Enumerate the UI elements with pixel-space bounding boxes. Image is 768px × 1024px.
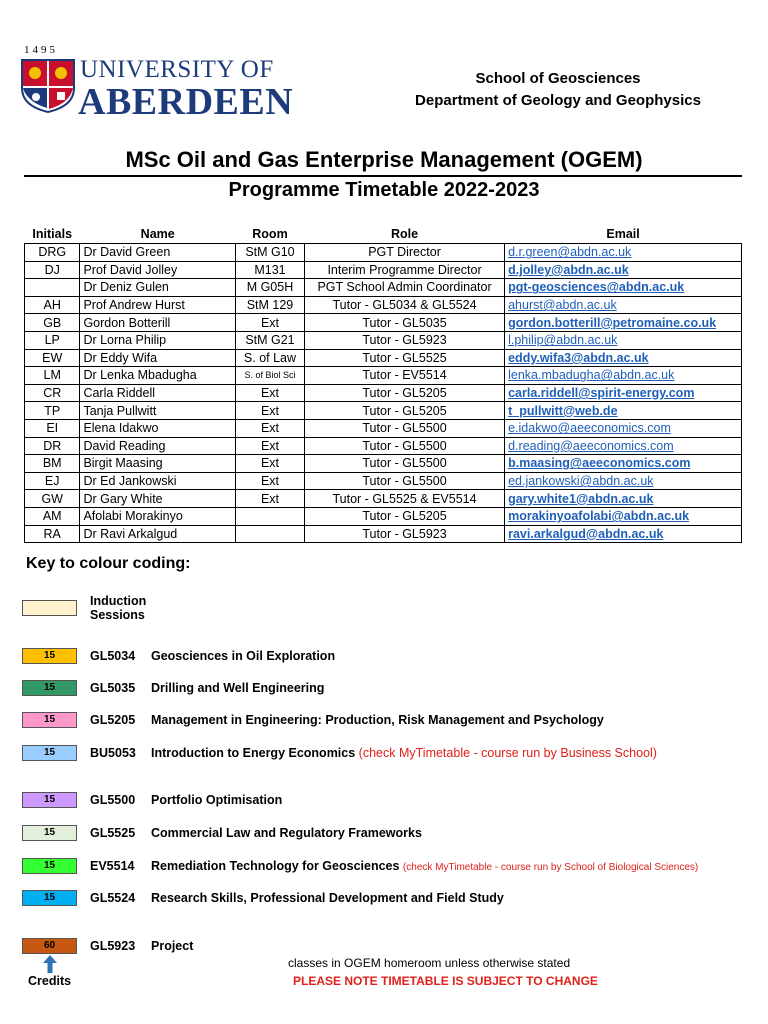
university-logo	[20, 44, 294, 123]
cell-room: Ext	[235, 455, 304, 473]
cell-name: Gordon Botterill	[80, 314, 236, 332]
course-code: BU5053	[90, 746, 136, 760]
credits-swatch: 15	[22, 890, 77, 906]
course-name: Portfolio Optimisation	[151, 793, 283, 807]
email-link[interactable]: lenka.mbadugha@abdn.ac.uk	[508, 368, 675, 383]
course-name: Introduction to Energy Economics	[151, 746, 356, 760]
cell-initials	[25, 279, 80, 297]
cell-role: Tutor - GL5034 & GL5524	[304, 296, 504, 314]
email-link[interactable]: ravi.arkalgud@abdn.ac.uk	[508, 526, 664, 541]
email-link[interactable]: eddy.wifa3@abdn.ac.uk	[508, 350, 649, 365]
email-link[interactable]: e.idakwo@aeeconomics.com	[508, 421, 671, 436]
email-link[interactable]: gordon.botterill@petromaine.co.uk	[508, 315, 717, 330]
cell-name: Dr Ed Jankowski	[80, 472, 236, 490]
cell-initials: GW	[25, 490, 80, 508]
cell-room: Ext	[235, 419, 304, 437]
column-header-role: Role	[391, 227, 419, 241]
credits-swatch: 60	[22, 938, 77, 954]
cell-role: Tutor - GL5500	[304, 437, 504, 455]
logo-line2: ABERDEEN	[78, 81, 294, 123]
page-title: MSc Oil and Gas Enterprise Management (OGEM)	[125, 147, 643, 172]
email-link[interactable]: ed.jankowski@abdn.ac.uk	[508, 474, 654, 489]
cell-name: Dr Deniz Gulen	[80, 279, 236, 297]
cell-room: S. of Law	[235, 349, 304, 367]
course-code: GL5035	[90, 681, 136, 695]
page-subtitle: Programme Timetable 2022-2023	[228, 179, 540, 201]
induction-swatch	[22, 600, 77, 616]
key-title: Key to colour coding:	[26, 555, 191, 572]
cell-room: M G05H	[235, 279, 304, 297]
table-row	[25, 437, 742, 455]
email-link[interactable]: d.jolley@abdn.ac.uk	[508, 262, 629, 277]
email-link[interactable]: pgt-geosciences@abdn.ac.uk	[508, 280, 685, 295]
cell-room: S. of Biol Sci	[235, 367, 304, 385]
credits-swatch: 15	[22, 745, 77, 761]
logo-line1: UNIVERSITY OF	[80, 56, 274, 83]
table-row	[25, 367, 742, 385]
table-header-row	[25, 225, 742, 244]
cell-room: Ext	[235, 402, 304, 420]
table-row	[25, 472, 742, 490]
change-warning: PLEASE NOTE TIMETABLE IS SUBJECT TO CHANGE	[293, 974, 598, 988]
table-row	[25, 296, 742, 314]
cell-name: Dr Ravi Arkalgud	[80, 525, 236, 543]
cell-room: Ext	[235, 314, 304, 332]
cell-name: Prof Andrew Hurst	[80, 296, 236, 314]
cell-name: Dr Eddy Wifa	[80, 349, 236, 367]
column-header-room: Room	[252, 227, 288, 241]
course-name: Geosciences in Oil Exploration	[151, 649, 336, 663]
key-row-course	[22, 711, 604, 729]
cell-name: Dr David Green	[80, 244, 236, 262]
staff-table	[24, 225, 742, 543]
cell-role: Interim Programme Director	[304, 261, 504, 279]
cell-room	[235, 525, 304, 543]
course-note: (check MyTimetable - course run by School of Biological Sciences)	[402, 862, 699, 873]
school-heading	[388, 68, 728, 112]
cell-initials: CR	[25, 384, 80, 402]
course-name: Drilling and Well Engineering	[151, 681, 325, 695]
course-code: GL5034	[90, 649, 136, 663]
table-row	[25, 314, 742, 332]
key-row-course	[22, 937, 194, 955]
credits-swatch: 15	[22, 680, 77, 696]
credits-swatch: 15	[22, 858, 77, 874]
email-link[interactable]: gary.white1@abdn.ac.uk	[508, 491, 654, 506]
cell-name: Tanja Pullwitt	[80, 402, 236, 420]
email-link[interactable]: t_pullwitt@web.de	[508, 403, 618, 418]
cell-initials: DR	[25, 437, 80, 455]
table-row	[25, 279, 742, 297]
key-row-course	[22, 857, 699, 875]
cell-room: Ext	[235, 490, 304, 508]
key-row-course	[22, 744, 657, 762]
cell-role: Tutor - GL5500	[304, 472, 504, 490]
cell-initials: AH	[25, 296, 80, 314]
crest-icon	[20, 58, 76, 114]
table-row	[25, 261, 742, 279]
cell-name: Prof David Jolley	[80, 261, 236, 279]
credits-swatch: 15	[22, 792, 77, 808]
course-name: Remediation Technology for Geosciences	[151, 859, 400, 873]
email-link[interactable]: carla.riddell@spirit-energy.com	[508, 386, 695, 401]
email-link[interactable]: b.maasing@aeeconomics.com	[508, 456, 691, 471]
course-description	[151, 746, 657, 760]
email-link[interactable]: morakinyoafolabi@abdn.ac.uk	[508, 509, 690, 524]
course-name: Project	[151, 939, 194, 953]
key-row-course	[22, 679, 325, 697]
cell-role: Tutor - GL5500	[304, 419, 504, 437]
email-link[interactable]: d.r.green@abdn.ac.uk	[508, 245, 632, 260]
cell-initials: EJ	[25, 472, 80, 490]
cell-role: Tutor - GL5205	[304, 384, 504, 402]
department-name: Department of Geology and Geophysics	[415, 92, 701, 109]
cell-initials: RA	[25, 525, 80, 543]
cell-initials: GB	[25, 314, 80, 332]
table-row	[25, 402, 742, 420]
course-name: Management in Engineering: Production, Risk Management and Psychology	[151, 713, 604, 727]
cell-initials: LM	[25, 367, 80, 385]
cell-initials: TP	[25, 402, 80, 420]
cell-initials: DRG	[25, 244, 80, 262]
course-code: GL5205	[90, 713, 136, 727]
cell-initials: AM	[25, 507, 80, 525]
cell-initials: LP	[25, 331, 80, 349]
table-row	[25, 349, 742, 367]
logo-year: 1495	[24, 44, 58, 56]
credits-swatch: 15	[22, 712, 77, 728]
course-code: GL5923	[90, 939, 136, 953]
cell-room: StM G10	[235, 244, 304, 262]
email-link[interactable]: l.philip@abdn.ac.uk	[508, 333, 618, 348]
school-name: School of Geosciences	[475, 70, 641, 87]
email-link[interactable]: d.reading@aeeconomics.com	[508, 438, 674, 453]
key-row-course	[22, 791, 283, 809]
cell-room	[235, 507, 304, 525]
cell-role: PGT Director	[304, 244, 504, 262]
key-row-course	[22, 889, 504, 907]
course-code: GL5500	[90, 793, 136, 807]
cell-role: Tutor - GL5525	[304, 349, 504, 367]
cell-role: Tutor - GL5923	[304, 525, 504, 543]
cell-name: Dr Gary White	[80, 490, 236, 508]
cell-role: Tutor - GL5525 & EV5514	[304, 490, 504, 508]
cell-role: Tutor - GL5500	[304, 455, 504, 473]
cell-role: Tutor - GL5923	[304, 331, 504, 349]
cell-role: PGT School Admin Coordinator	[304, 279, 504, 297]
cell-role: Tutor - GL5205	[304, 402, 504, 420]
cell-initials: BM	[25, 455, 80, 473]
table-row	[25, 525, 742, 543]
cell-room: M131	[235, 261, 304, 279]
cell-name: Birgit Maasing	[80, 455, 236, 473]
key-row-induction	[22, 594, 147, 622]
table-row	[25, 419, 742, 437]
cell-initials: DJ	[25, 261, 80, 279]
column-header-name: Name	[140, 227, 175, 241]
cell-role: Tutor - GL5205	[304, 507, 504, 525]
cell-name: Afolabi Morakinyo	[80, 507, 236, 525]
cell-role: Tutor - EV5514	[304, 367, 504, 385]
cell-initials: EW	[25, 349, 80, 367]
key-row-course	[22, 824, 422, 842]
cell-initials: EI	[25, 419, 80, 437]
table-row	[25, 244, 742, 262]
cell-room: Ext	[235, 384, 304, 402]
cell-room: StM G21	[235, 331, 304, 349]
course-code: GL5525	[90, 826, 136, 840]
cell-name: Carla Riddell	[80, 384, 236, 402]
title-divider	[24, 175, 742, 177]
cell-name: Dr Lenka Mbadugha	[80, 367, 236, 385]
column-header-email: Email	[606, 227, 640, 241]
course-description	[151, 859, 698, 873]
table-row	[25, 331, 742, 349]
key-row-course	[22, 647, 336, 665]
key-label: Induction Sessions	[90, 594, 147, 622]
course-name: Commercial Law and Regulatory Frameworks	[151, 826, 422, 840]
course-code: GL5524	[90, 891, 136, 905]
cell-name: Dr Lorna Philip	[80, 331, 236, 349]
credits-swatch: 15	[22, 648, 77, 664]
course-name: Research Skills, Professional Development and Field Study	[151, 891, 504, 905]
table-row	[25, 384, 742, 402]
credits-swatch: 15	[22, 825, 77, 841]
email-link[interactable]: ahurst@abdn.ac.uk	[508, 298, 617, 313]
table-row	[25, 490, 742, 508]
homeroom-note: classes in OGEM homeroom unless otherwise stated	[288, 956, 571, 970]
table-row	[25, 507, 742, 525]
cell-role: Tutor - GL5035	[304, 314, 504, 332]
cell-room: Ext	[235, 472, 304, 490]
cell-room: StM 129	[235, 296, 304, 314]
course-code: EV5514	[90, 859, 135, 873]
credits-label: Credits	[28, 974, 72, 988]
cell-room: Ext	[235, 437, 304, 455]
table-row	[25, 455, 742, 473]
cell-name: David Reading	[80, 437, 236, 455]
course-note: (check MyTimetable - course run by Business School)	[358, 746, 657, 760]
arrow-up-icon	[42, 954, 58, 974]
column-header-initials: Initials	[32, 227, 73, 241]
cell-name: Elena Idakwo	[80, 419, 236, 437]
